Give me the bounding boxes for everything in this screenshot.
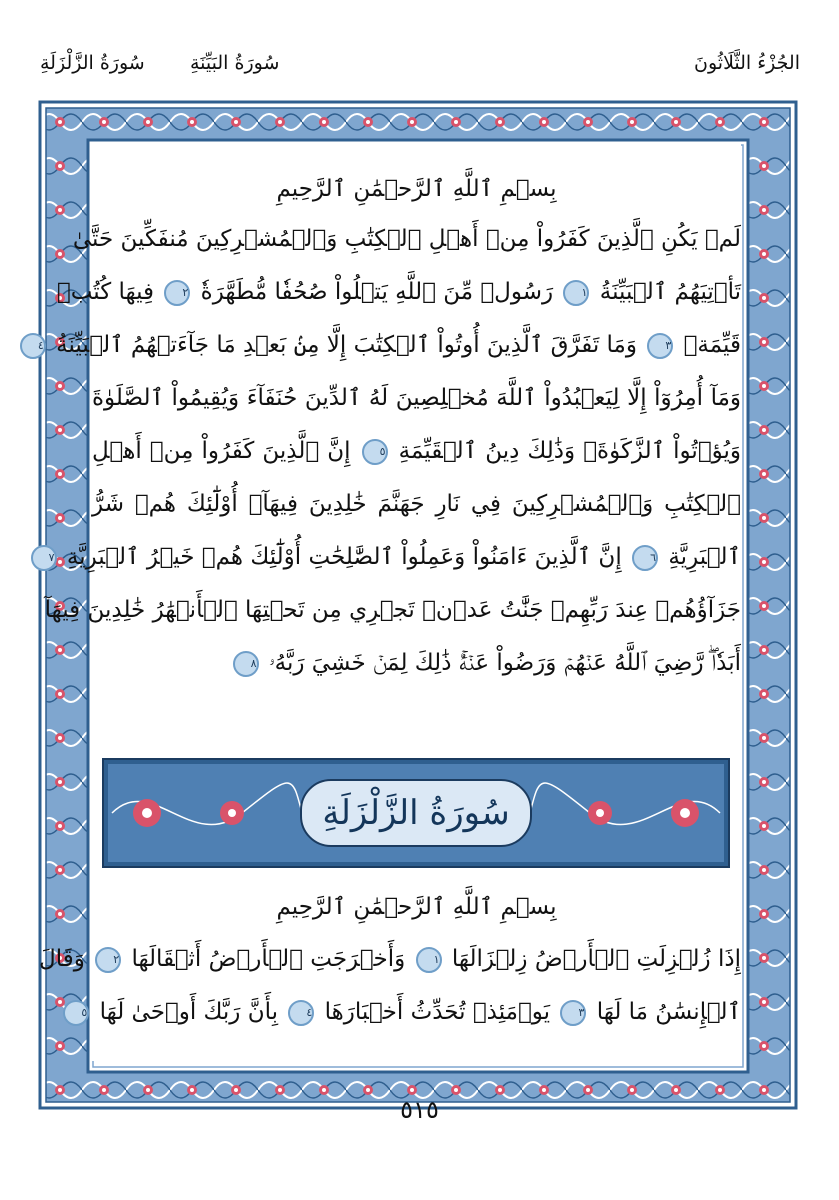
verse-line bbox=[44, 585, 741, 635]
verse-text: جَزَآؤُهُمۡ عِندَ رَبِّهِمۡ جَنَّٰتُ عَدۡنٖ تَجۡرِي مِن تَحۡتِهَا ٱلۡأَنۡهَٰرُ خَٰلِدِينَ فِيهَآ bbox=[44, 597, 741, 623]
surah-title-banner bbox=[102, 758, 730, 868]
ayah-number-marker: ٣ bbox=[647, 333, 673, 359]
page-body bbox=[37, 144, 742, 1061]
verse-text: وَقَالَ bbox=[38, 946, 85, 972]
verse-text: رَسُولٞ مِّنَ ٱللَّهِ يَتۡلُواْ صُحُفٗا مُّطَهَّرَةٗ bbox=[200, 279, 554, 305]
verse-text: بِأَنَّ رَبَّكَ أَوۡحَىٰ لَهَا bbox=[99, 999, 279, 1025]
surah-bayyina-label: سُورَةُ البَيِّنَةِ bbox=[190, 52, 280, 74]
page-number: ٥١٥ bbox=[400, 1096, 439, 1124]
verse-line bbox=[92, 479, 741, 529]
ayah-number-marker: ٧ bbox=[31, 545, 57, 571]
verse-line bbox=[37, 320, 741, 370]
ayah-number-marker: ٢ bbox=[95, 947, 121, 973]
verse-text: قَيِّمَةٞ bbox=[683, 332, 741, 358]
verse-line bbox=[48, 532, 741, 582]
ayah-number-marker: ٢ bbox=[164, 280, 190, 306]
verse-text: ٱلۡإِنسَٰنُ مَا لَهَا bbox=[596, 999, 741, 1025]
verse-line bbox=[92, 426, 741, 476]
ayah-number-marker: ٨ bbox=[233, 651, 259, 677]
ayah-number-marker: ٥ bbox=[362, 439, 388, 465]
verse-line bbox=[92, 373, 741, 423]
page-header bbox=[40, 52, 800, 92]
verse-text: وَيُؤۡتُواْ ٱلزَّكَوٰةَۚ وَذَٰلِكَ دِينُ ٱلۡقَيِّمَةِ bbox=[398, 438, 742, 464]
verse-text: يَوۡمَئِذٖ تُحَدِّثُ أَخۡبَارَهَا bbox=[324, 999, 551, 1025]
surah-title: سُورَةُ الزَّلْزَلَةِ bbox=[322, 793, 510, 833]
ayah-number-marker: ١ bbox=[563, 280, 589, 306]
verse-line bbox=[56, 267, 741, 317]
basmala-zalzala: بِسۡمِ ٱللَّهِ ٱلرَّحۡمَٰنِ ٱلرَّحِيمِ bbox=[276, 894, 557, 920]
basmala-bayyina: بِسۡمِ ٱللَّهِ ٱلرَّحۡمَٰنِ ٱلرَّحِيمِ bbox=[276, 176, 557, 202]
ayah-number-marker: ١ bbox=[416, 947, 442, 973]
juz-label: الجُزْءُ الثَّلَاثُونَ bbox=[694, 52, 800, 74]
verse-line bbox=[92, 638, 741, 688]
verse-text: إِنَّ ٱلَّذِينَ كَفَرُواْ مِنۡ أَهۡلِ bbox=[92, 438, 351, 464]
verse-line bbox=[72, 214, 741, 264]
verse-text: وَأَخۡرَجَتِ ٱلۡأَرۡضُ أَثۡقَالَهَا bbox=[131, 946, 406, 972]
verse-text: إِذَا زُلۡزِلَتِ ٱلۡأَرۡضُ زِلۡزَالَهَا bbox=[451, 946, 741, 972]
verse-text: تَأۡتِيَهُمُ ٱلۡبَيِّنَةُ bbox=[599, 279, 741, 305]
verse-line bbox=[81, 987, 741, 1037]
ayah-number-marker: ٥ bbox=[63, 1000, 89, 1026]
ayah-number-marker: ٤ bbox=[20, 333, 46, 359]
ayah-number-marker: ٤ bbox=[288, 1000, 314, 1026]
verse-text: وَمَا تَفَرَّقَ ٱلَّذِينَ أُوتُواْ ٱلۡكِتَٰبَ إِلَّا مِنۢ بَعۡدِ مَا جَآءَتۡهُمُ ٱلۡبَيِّنَةُ bbox=[56, 332, 637, 358]
verse-text: أَبَدٗاۖ رَّضِيَ ٱللَّهُ عَنۡهُمۡ وَرَضُواْ عَنۡهُۚ ذَٰلِكَ لِمَنۡ خَشِيَ رَبَّهُۥ bbox=[268, 650, 741, 676]
ayah-number-marker: ٦ bbox=[632, 545, 658, 571]
verse-text: وَمَآ أُمِرُوٓاْ إِلَّا لِيَعۡبُدُواْ ٱللَّهَ مُخۡلِصِينَ لَهُ ٱلدِّينَ حُنَفَآءَ وَيُقِيمُواْ ٱلصَّلَوٰةَ bbox=[92, 385, 741, 411]
ayah-number-marker: ٣ bbox=[560, 1000, 586, 1026]
verse-text: ٱلۡكِتَٰبِ وَٱلۡمُشۡرِكِينَ فِي نَارِ جَهَنَّمَ خَٰلِدِينَ فِيهَآۚ أُوْلَٰٓئِكَ هُمۡ شَرُّ bbox=[92, 491, 741, 517]
verse-text: إِنَّ ٱلَّذِينَ ءَامَنُواْ وَعَمِلُواْ ٱلصَّٰلِحَٰتِ أُوْلَٰٓئِكَ هُمۡ خَيۡرُ ٱلۡبَرِيَّةِ bbox=[66, 544, 622, 570]
surah-zalzala-label: سُورَةُ الزَّلْزَلَةِ bbox=[40, 52, 145, 74]
verse-text: لَمۡ يَكُنِ ٱلَّذِينَ كَفَرُواْ مِنۡ أَهۡلِ ٱلۡكِتَٰبِ وَٱلۡمُشۡرِكِينَ مُنفَكِّينَ حَتَّىٰ bbox=[72, 226, 741, 252]
verse-line bbox=[38, 934, 741, 984]
verse-text: فِيهَا كُتُبٞ bbox=[56, 279, 155, 305]
verse-text: ٱلۡبَرِيَّةِ bbox=[668, 544, 741, 570]
